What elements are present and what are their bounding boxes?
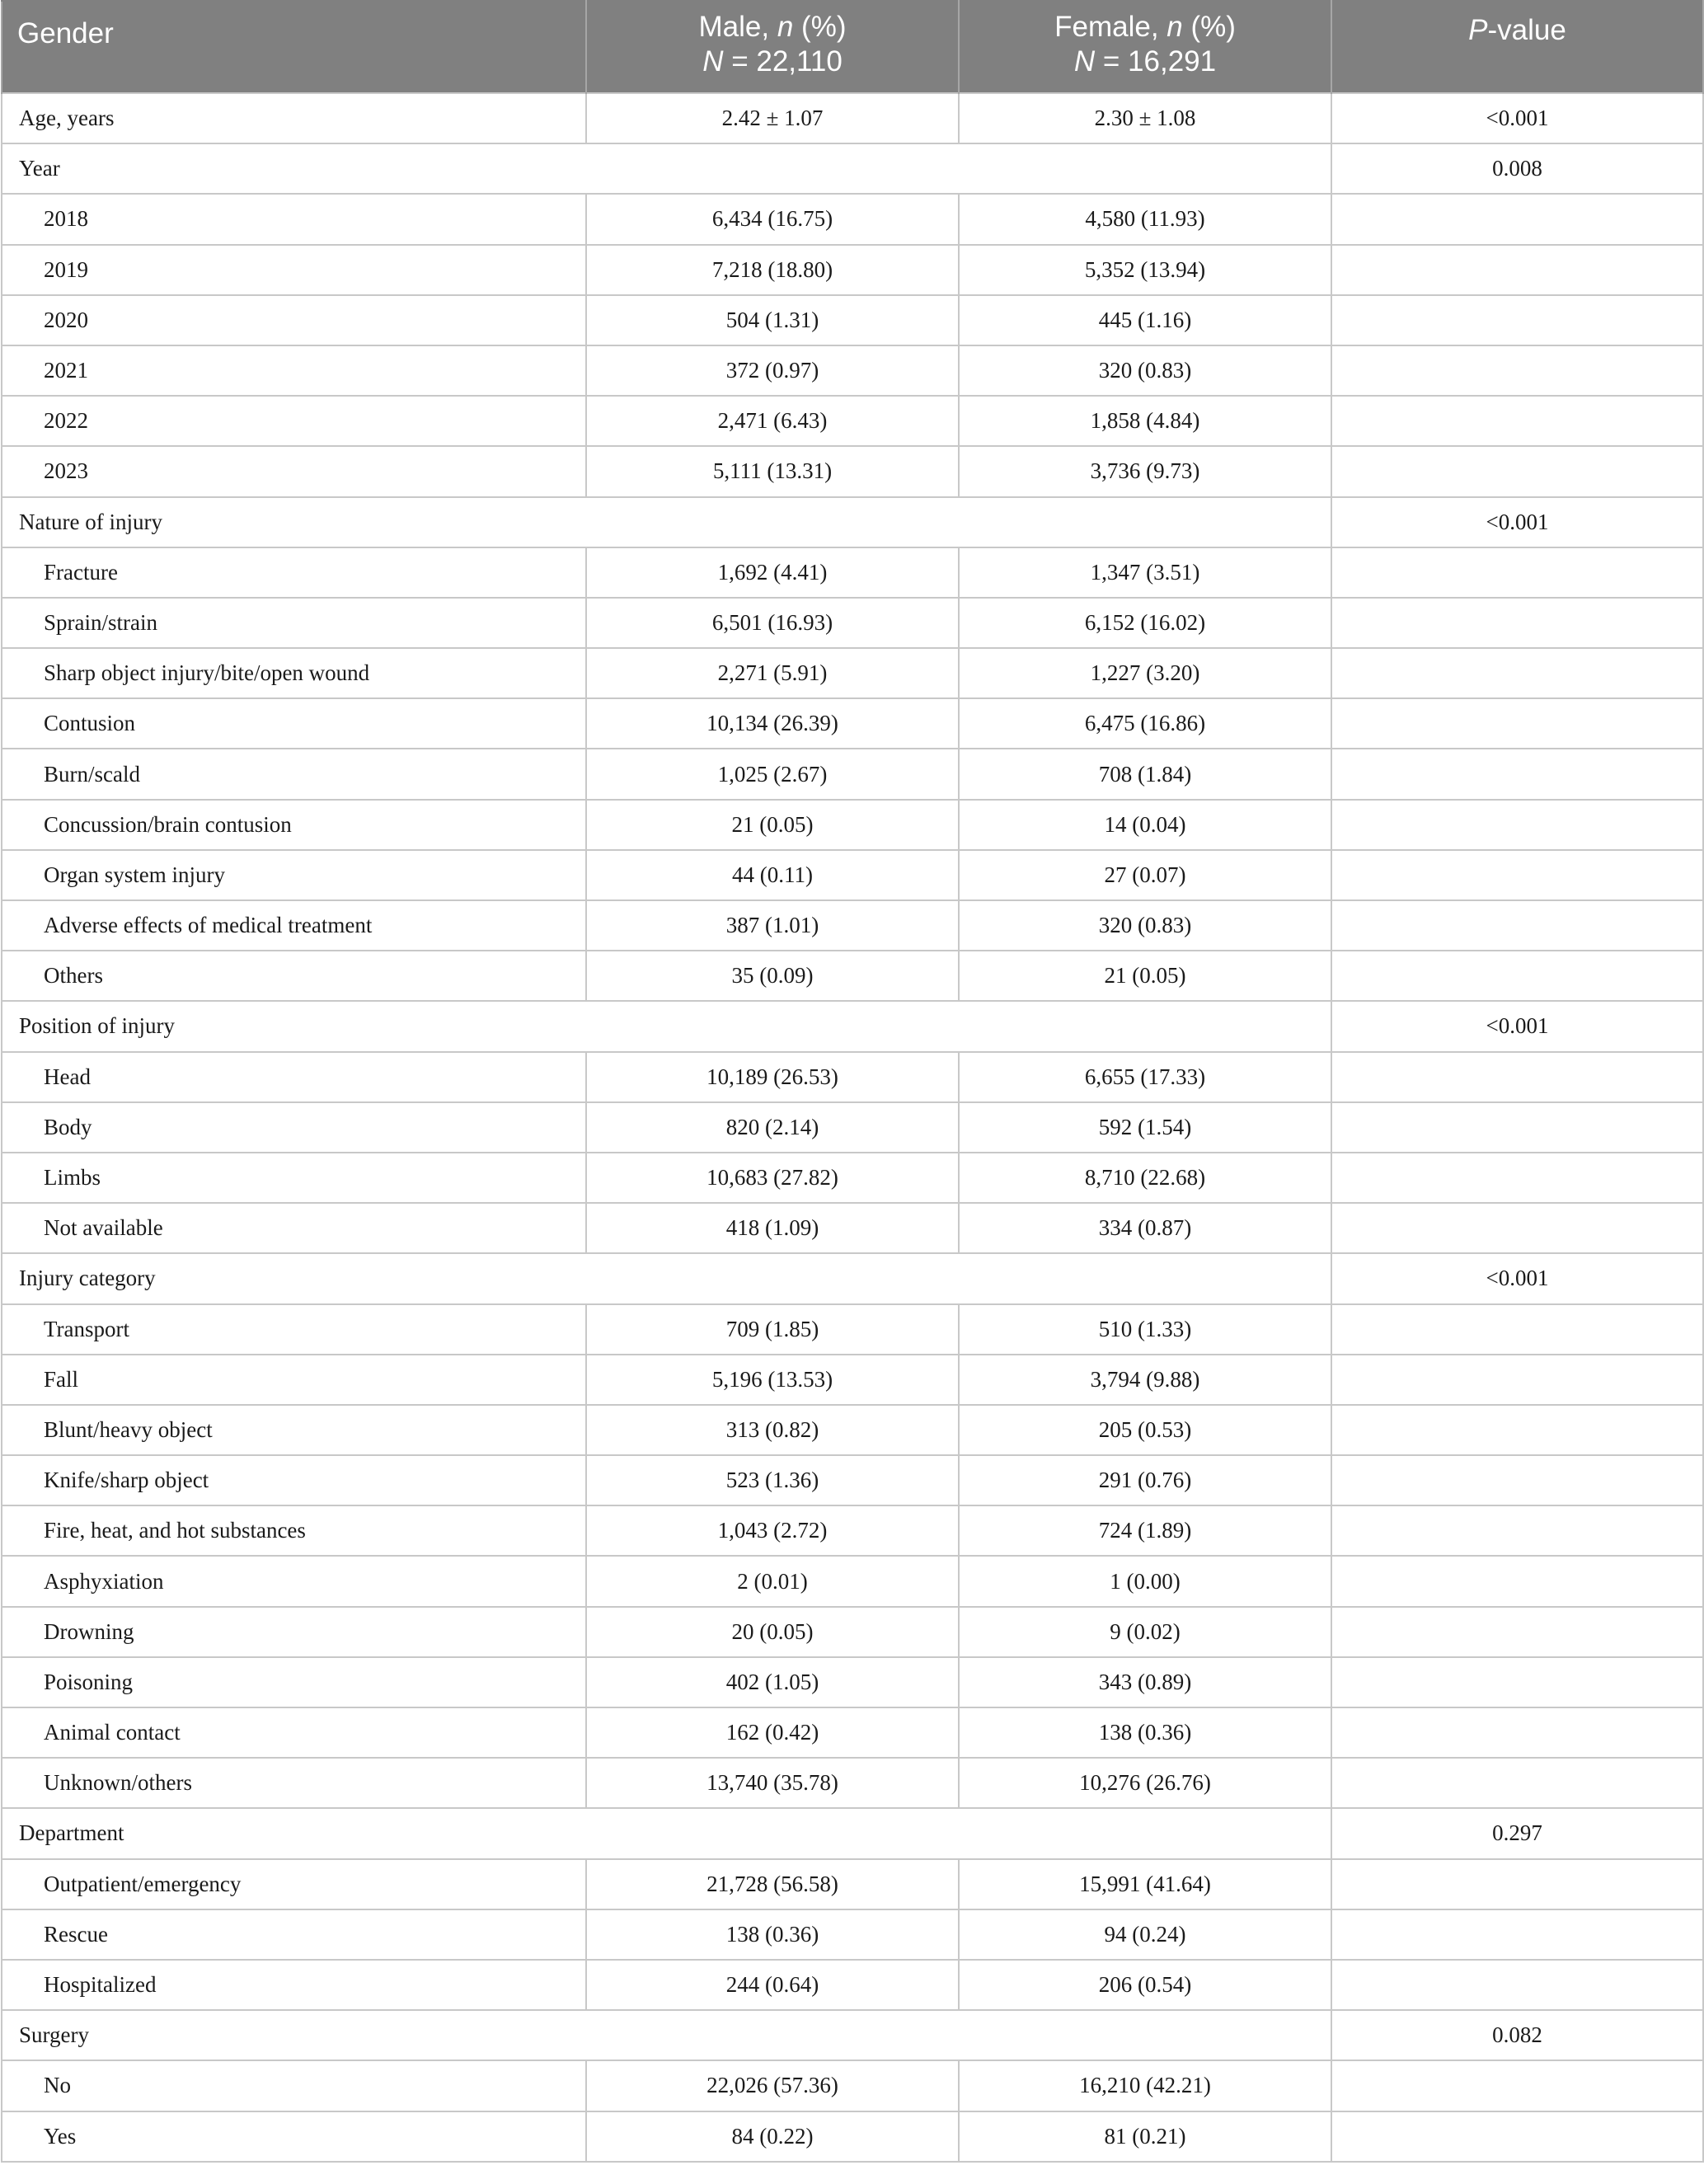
data-table bbox=[1, 0, 1704, 2163]
p-value-cell: 0.082 bbox=[1331, 2010, 1703, 2060]
p-value-cell bbox=[1331, 345, 1703, 396]
header-female-suffix: (%) bbox=[1182, 11, 1236, 43]
table-row bbox=[2, 93, 1703, 143]
table-row bbox=[2, 698, 1703, 749]
female-value-cell: 81 (0.21) bbox=[959, 2111, 1331, 2162]
female-value-cell: 206 (0.54) bbox=[959, 1960, 1331, 2010]
row-label: Poisoning bbox=[2, 1657, 586, 1707]
female-value-cell: 15,991 (41.64) bbox=[959, 1859, 1331, 1909]
row-label: Body bbox=[2, 1102, 586, 1153]
header-female-total: = 16,291 bbox=[1095, 45, 1217, 77]
table-row bbox=[2, 1203, 1703, 1253]
table-row bbox=[2, 1909, 1703, 1960]
female-value-cell: 510 (1.33) bbox=[959, 1304, 1331, 1355]
p-value-cell bbox=[1331, 1657, 1703, 1707]
header-female-line2 bbox=[974, 45, 1316, 79]
p-value-cell bbox=[1331, 800, 1703, 850]
male-value-cell: 2 (0.01) bbox=[586, 1556, 959, 1606]
p-value-cell: <0.001 bbox=[1331, 1001, 1703, 1051]
female-value-cell: 21 (0.05) bbox=[959, 951, 1331, 1001]
p-value-cell bbox=[1331, 598, 1703, 648]
header-female-line1 bbox=[974, 10, 1316, 45]
male-value-cell: 402 (1.05) bbox=[586, 1657, 959, 1707]
table-row bbox=[2, 850, 1703, 900]
female-value-cell: 5,352 (13.94) bbox=[959, 245, 1331, 295]
row-label: 2020 bbox=[2, 295, 586, 345]
table-row bbox=[2, 1657, 1703, 1707]
male-value-cell: 20 (0.05) bbox=[586, 1607, 959, 1657]
male-value-cell: 6,434 (16.75) bbox=[586, 194, 959, 244]
male-value-cell: 418 (1.09) bbox=[586, 1203, 959, 1253]
table-row bbox=[2, 245, 1703, 295]
male-value-cell: 1,025 (2.67) bbox=[586, 749, 959, 799]
table-row bbox=[2, 1355, 1703, 1405]
row-label: No bbox=[2, 2060, 586, 2111]
row-label: 2022 bbox=[2, 396, 586, 446]
table-row bbox=[2, 1455, 1703, 1505]
male-value-cell: 313 (0.82) bbox=[586, 1405, 959, 1455]
row-label: 2018 bbox=[2, 194, 586, 244]
female-value-cell: 27 (0.07) bbox=[959, 850, 1331, 900]
row-label: Unknown/others bbox=[2, 1758, 586, 1808]
table-row bbox=[2, 2060, 1703, 2111]
section-label: Position of injury bbox=[2, 1001, 1331, 1051]
male-value-cell: 523 (1.36) bbox=[586, 1455, 959, 1505]
p-value-cell bbox=[1331, 1304, 1703, 1355]
female-value-cell: 9 (0.02) bbox=[959, 1607, 1331, 1657]
row-label: Head bbox=[2, 1052, 586, 1102]
male-value-cell: 709 (1.85) bbox=[586, 1304, 959, 1355]
male-value-cell: 2,471 (6.43) bbox=[586, 396, 959, 446]
row-label: Not available bbox=[2, 1203, 586, 1253]
table-row bbox=[2, 295, 1703, 345]
p-value-cell bbox=[1331, 1556, 1703, 1606]
table-row bbox=[2, 446, 1703, 496]
header-pvalue-p: P bbox=[1468, 14, 1488, 46]
female-value-cell: 334 (0.87) bbox=[959, 1203, 1331, 1253]
male-value-cell: 10,189 (26.53) bbox=[586, 1052, 959, 1102]
section-label: Injury category bbox=[2, 1253, 1331, 1303]
p-value-cell bbox=[1331, 1102, 1703, 1153]
p-value-cell bbox=[1331, 547, 1703, 598]
male-value-cell: 820 (2.14) bbox=[586, 1102, 959, 1153]
table-row bbox=[2, 951, 1703, 1001]
section-row bbox=[2, 143, 1703, 194]
section-row bbox=[2, 1808, 1703, 1858]
male-value-cell: 13,740 (35.78) bbox=[586, 1758, 959, 1808]
table-row bbox=[2, 1758, 1703, 1808]
male-value-cell: 44 (0.11) bbox=[586, 850, 959, 900]
female-value-cell: 3,736 (9.73) bbox=[959, 446, 1331, 496]
table-row bbox=[2, 1505, 1703, 1556]
male-value-cell: 504 (1.31) bbox=[586, 295, 959, 345]
male-value-cell: 138 (0.36) bbox=[586, 1909, 959, 1960]
table-row bbox=[2, 1052, 1703, 1102]
female-value-cell: 445 (1.16) bbox=[959, 295, 1331, 345]
header-gender-label: Gender bbox=[17, 17, 114, 49]
female-value-cell: 14 (0.04) bbox=[959, 800, 1331, 850]
section-label: Nature of injury bbox=[2, 497, 1331, 547]
row-label: Adverse effects of medical treatment bbox=[2, 900, 586, 951]
table-row bbox=[2, 900, 1703, 951]
row-label: Transport bbox=[2, 1304, 586, 1355]
male-value-cell: 2,271 (5.91) bbox=[586, 648, 959, 698]
female-value-cell: 1,227 (3.20) bbox=[959, 648, 1331, 698]
section-label: Department bbox=[2, 1808, 1331, 1858]
male-value-cell: 7,218 (18.80) bbox=[586, 245, 959, 295]
female-value-cell: 3,794 (9.88) bbox=[959, 1355, 1331, 1405]
p-value-cell bbox=[1331, 1153, 1703, 1203]
female-value-cell: 320 (0.83) bbox=[959, 900, 1331, 951]
row-label: Fracture bbox=[2, 547, 586, 598]
row-label: Outpatient/emergency bbox=[2, 1859, 586, 1909]
section-label: Surgery bbox=[2, 2010, 1331, 2060]
male-value-cell: 10,683 (27.82) bbox=[586, 1153, 959, 1203]
row-label: Organ system injury bbox=[2, 850, 586, 900]
female-value-cell: 592 (1.54) bbox=[959, 1102, 1331, 1153]
p-value-cell bbox=[1331, 749, 1703, 799]
male-value-cell: 35 (0.09) bbox=[586, 951, 959, 1001]
row-label: 2023 bbox=[2, 446, 586, 496]
p-value-cell bbox=[1331, 1758, 1703, 1808]
header-male-N: N bbox=[702, 45, 724, 77]
row-label: 2019 bbox=[2, 245, 586, 295]
female-value-cell: 1 (0.00) bbox=[959, 1556, 1331, 1606]
table-row bbox=[2, 1153, 1703, 1203]
header-female-prefix: Female, bbox=[1054, 11, 1167, 43]
female-value-cell: 708 (1.84) bbox=[959, 749, 1331, 799]
p-value-cell bbox=[1331, 295, 1703, 345]
row-label: Rescue bbox=[2, 1909, 586, 1960]
p-value-cell bbox=[1331, 850, 1703, 900]
male-value-cell: 21 (0.05) bbox=[586, 800, 959, 850]
p-value-cell bbox=[1331, 396, 1703, 446]
female-value-cell: 6,655 (17.33) bbox=[959, 1052, 1331, 1102]
table-row bbox=[2, 1859, 1703, 1909]
header-male bbox=[586, 1, 959, 93]
female-value-cell: 343 (0.89) bbox=[959, 1657, 1331, 1707]
row-label: Age, years bbox=[2, 93, 586, 143]
header-male-line1 bbox=[602, 10, 943, 45]
female-value-cell: 138 (0.36) bbox=[959, 1707, 1331, 1758]
row-label: Blunt/heavy object bbox=[2, 1405, 586, 1455]
row-label: Limbs bbox=[2, 1153, 586, 1203]
row-label: Fall bbox=[2, 1355, 586, 1405]
row-label: Fire, heat, and hot substances bbox=[2, 1505, 586, 1556]
p-value-cell bbox=[1331, 1203, 1703, 1253]
female-value-cell: 320 (0.83) bbox=[959, 345, 1331, 396]
section-row bbox=[2, 1001, 1703, 1051]
male-value-cell: 6,501 (16.93) bbox=[586, 598, 959, 648]
p-value-cell bbox=[1331, 446, 1703, 496]
male-value-cell: 5,196 (13.53) bbox=[586, 1355, 959, 1405]
section-label: Year bbox=[2, 143, 1331, 194]
row-label: Contusion bbox=[2, 698, 586, 749]
male-value-cell: 21,728 (56.58) bbox=[586, 1859, 959, 1909]
p-value-cell bbox=[1331, 1707, 1703, 1758]
table-row bbox=[2, 1707, 1703, 1758]
row-label: Asphyxiation bbox=[2, 1556, 586, 1606]
female-value-cell: 10,276 (26.76) bbox=[959, 1758, 1331, 1808]
p-value-cell bbox=[1331, 1405, 1703, 1455]
header-gender bbox=[2, 1, 586, 93]
female-value-cell: 1,347 (3.51) bbox=[959, 547, 1331, 598]
p-value-cell bbox=[1331, 1909, 1703, 1960]
header-pvalue-suffix: -value bbox=[1487, 14, 1566, 46]
row-label: Drowning bbox=[2, 1607, 586, 1657]
table-row bbox=[2, 648, 1703, 698]
male-value-cell: 1,692 (4.41) bbox=[586, 547, 959, 598]
female-value-cell: 291 (0.76) bbox=[959, 1455, 1331, 1505]
male-value-cell: 387 (1.01) bbox=[586, 900, 959, 951]
header-male-line2 bbox=[602, 45, 943, 79]
header-male-total: = 22,110 bbox=[723, 45, 843, 77]
header-male-prefix: Male, bbox=[698, 11, 777, 43]
p-value-cell: <0.001 bbox=[1331, 93, 1703, 143]
row-label: Sprain/strain bbox=[2, 598, 586, 648]
row-label: Others bbox=[2, 951, 586, 1001]
section-row bbox=[2, 2010, 1703, 2060]
table-row bbox=[2, 2111, 1703, 2162]
row-label: Sharp object injury/bite/open wound bbox=[2, 648, 586, 698]
male-value-cell: 162 (0.42) bbox=[586, 1707, 959, 1758]
table-body bbox=[2, 93, 1703, 2162]
table-header bbox=[2, 1, 1703, 93]
female-value-cell: 205 (0.53) bbox=[959, 1405, 1331, 1455]
table-row bbox=[2, 396, 1703, 446]
male-value-cell: 2.42 ± 1.07 bbox=[586, 93, 959, 143]
female-value-cell: 16,210 (42.21) bbox=[959, 2060, 1331, 2111]
header-pvalue bbox=[1331, 1, 1703, 93]
p-value-cell bbox=[1331, 245, 1703, 295]
table-row bbox=[2, 1304, 1703, 1355]
table-row bbox=[2, 1405, 1703, 1455]
p-value-cell: <0.001 bbox=[1331, 497, 1703, 547]
male-value-cell: 5,111 (13.31) bbox=[586, 446, 959, 496]
female-value-cell: 6,475 (16.86) bbox=[959, 698, 1331, 749]
header-female bbox=[959, 1, 1331, 93]
table-row bbox=[2, 1102, 1703, 1153]
table-row bbox=[2, 598, 1703, 648]
header-female-n: n bbox=[1167, 11, 1183, 43]
table-row bbox=[2, 194, 1703, 244]
table-row bbox=[2, 749, 1703, 799]
table-row bbox=[2, 800, 1703, 850]
row-label: Animal contact bbox=[2, 1707, 586, 1758]
male-value-cell: 22,026 (57.36) bbox=[586, 2060, 959, 2111]
male-value-cell: 84 (0.22) bbox=[586, 2111, 959, 2162]
female-value-cell: 2.30 ± 1.08 bbox=[959, 93, 1331, 143]
p-value-cell bbox=[1331, 951, 1703, 1001]
male-value-cell: 10,134 (26.39) bbox=[586, 698, 959, 749]
p-value-cell: 0.008 bbox=[1331, 143, 1703, 194]
female-value-cell: 6,152 (16.02) bbox=[959, 598, 1331, 648]
header-row bbox=[2, 1, 1703, 93]
female-value-cell: 1,858 (4.84) bbox=[959, 396, 1331, 446]
male-value-cell: 372 (0.97) bbox=[586, 345, 959, 396]
p-value-cell bbox=[1331, 900, 1703, 951]
male-value-cell: 244 (0.64) bbox=[586, 1960, 959, 2010]
p-value-cell bbox=[1331, 1607, 1703, 1657]
table-row bbox=[2, 1607, 1703, 1657]
header-male-suffix: (%) bbox=[793, 11, 847, 43]
male-value-cell: 1,043 (2.72) bbox=[586, 1505, 959, 1556]
table-row bbox=[2, 547, 1703, 598]
row-label: Hospitalized bbox=[2, 1960, 586, 2010]
row-label: Yes bbox=[2, 2111, 586, 2162]
p-value-cell: <0.001 bbox=[1331, 1253, 1703, 1303]
row-label: Concussion/brain contusion bbox=[2, 800, 586, 850]
p-value-cell bbox=[1331, 194, 1703, 244]
table-row bbox=[2, 345, 1703, 396]
female-value-cell: 8,710 (22.68) bbox=[959, 1153, 1331, 1203]
p-value-cell bbox=[1331, 1960, 1703, 2010]
female-value-cell: 94 (0.24) bbox=[959, 1909, 1331, 1960]
female-value-cell: 724 (1.89) bbox=[959, 1505, 1331, 1556]
section-row bbox=[2, 1253, 1703, 1303]
p-value-cell: 0.297 bbox=[1331, 1808, 1703, 1858]
p-value-cell bbox=[1331, 698, 1703, 749]
header-male-n: n bbox=[777, 11, 794, 43]
p-value-cell bbox=[1331, 2060, 1703, 2111]
p-value-cell bbox=[1331, 1455, 1703, 1505]
row-label: 2021 bbox=[2, 345, 586, 396]
p-value-cell bbox=[1331, 1355, 1703, 1405]
row-label: Knife/sharp object bbox=[2, 1455, 586, 1505]
p-value-cell bbox=[1331, 648, 1703, 698]
p-value-cell bbox=[1331, 1052, 1703, 1102]
section-row bbox=[2, 497, 1703, 547]
female-value-cell: 4,580 (11.93) bbox=[959, 194, 1331, 244]
row-label: Burn/scald bbox=[2, 749, 586, 799]
header-female-N: N bbox=[1073, 45, 1096, 77]
table-row bbox=[2, 1556, 1703, 1606]
p-value-cell bbox=[1331, 1859, 1703, 1909]
p-value-cell bbox=[1331, 2111, 1703, 2162]
table-row bbox=[2, 1960, 1703, 2010]
p-value-cell bbox=[1331, 1505, 1703, 1556]
